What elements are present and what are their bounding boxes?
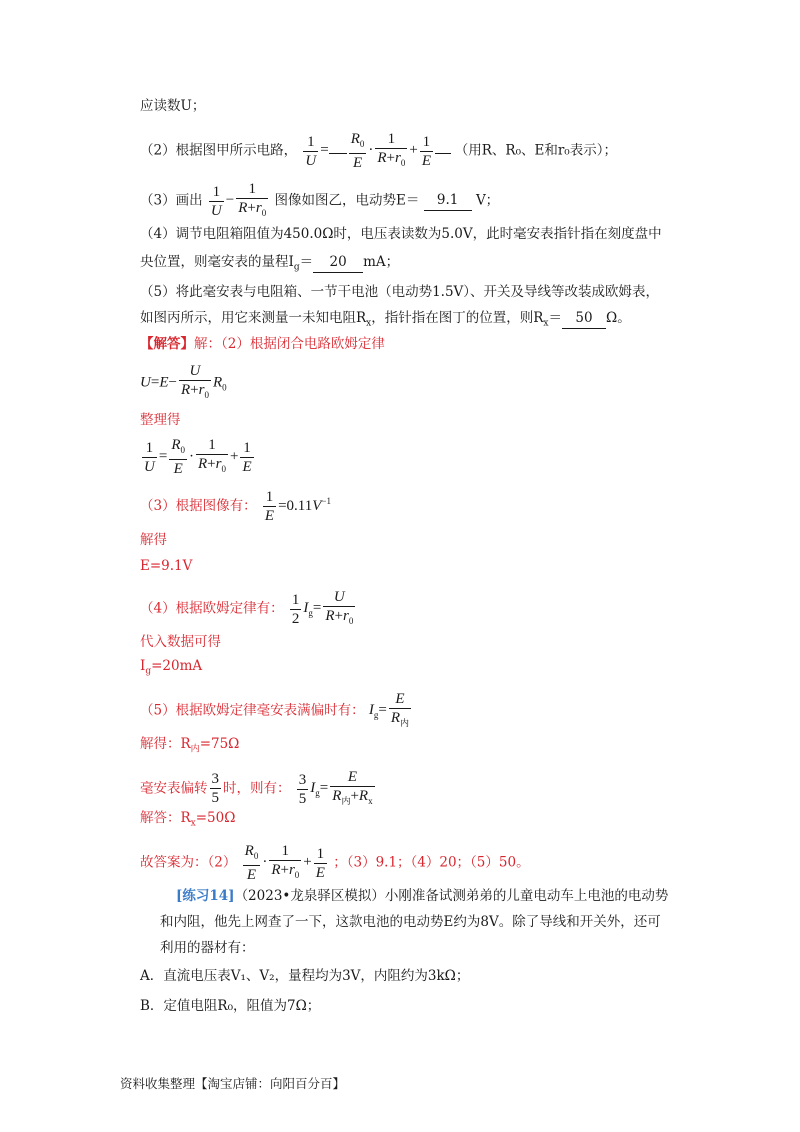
s4-formula: $\frac{1}{2}$ $I_g=$ $\frac{U}{R+r_0}$: [291, 589, 354, 627]
jiede3-val: =50Ω: [195, 810, 236, 826]
pianzhuan: [140, 768, 377, 810]
jiede2-prefix: 解得：R: [140, 736, 191, 752]
jiede2-sub: 内: [190, 744, 200, 755]
solution-5: [140, 690, 413, 732]
s4-text: （4）根据欧姆定律有：: [140, 600, 284, 617]
three-fifths: $\frac{3}{5}$: [211, 771, 219, 807]
q5-unit: Ω。: [606, 310, 631, 326]
E-result: E=9.1V: [140, 558, 193, 574]
pianzhuan-formula: $\frac{3}{5}$ $I_g=$ $\frac{E}{R_内+R_x}$: [298, 769, 373, 807]
q5-eq: ＝: [548, 310, 562, 326]
jiede2-val: =75Ω: [199, 736, 240, 752]
q4-unit: mA；: [363, 254, 400, 270]
jiede-2: [140, 734, 239, 760]
question-5-line-1: （5）将此毫安表与电阻箱、一节干电池（电动势1.5V）、开关及导线等改装成欧姆表，: [140, 284, 660, 300]
q2-formula: $\frac{1}{U}$ = $\frac{R_0}{E}$ · $\frac{1}{R+r_0}$ + $\frac{1}{E}$: [301, 142, 454, 158]
jiede3-prefix: 解答：R: [140, 810, 191, 826]
line-1: 应读数U；: [140, 98, 206, 114]
q3-answer: 9.1: [424, 190, 472, 211]
solution-3: [140, 488, 331, 525]
question-2: [140, 130, 617, 172]
question-4-line-2: 央位置，则毫安表的量程$I_g= 20$ mA；: [140, 254, 400, 273]
exercise-l1: （2023•龙泉驿区模拟）小刚准备试测弟弟的儿童电动车上电池的电动势: [234, 888, 669, 904]
question-5-line-2: 如图丙所示，用它来测量一未知电阻$R_x$，指针指在图丁的位置，则$R_x= 50$ Ω。: [140, 310, 631, 329]
eq-rearranged: $\frac{1}{U}$ = $\frac{R_0}{E}$ · $\frac{1}{R+r_0}$ + $\frac{1}{E}$: [144, 437, 252, 477]
pianzhuan-suffix: 时，则有：: [223, 780, 291, 797]
q3-formula: $\frac{1}{U}$ − $\frac{1}{R+r_0}$: [210, 181, 267, 219]
q5-prefix: 如图丙所示，用它来测量一未知电阻R: [140, 310, 367, 326]
s3-val: =0.11: [278, 497, 313, 514]
q5-answer: 50: [562, 308, 606, 329]
exercise-line-3: 利用的器材有：: [160, 940, 255, 956]
solution-head-text: 解：（2）根据闭合电路欧姆定律: [194, 336, 385, 352]
exercise-tag: [练习14]: [176, 888, 235, 904]
q3-prefix: （3）画出: [140, 192, 203, 209]
Ig-letter: I: [140, 658, 146, 674]
q4-eq: ＝: [299, 254, 314, 270]
final-formula: $\frac{R_0}{E}$ · $\frac{1}{R+r_0}$ + $\frac{1}{E}$: [244, 843, 325, 883]
jiede-1: 解得: [140, 532, 167, 548]
solution-head: [140, 334, 385, 354]
q4-answer: 20: [313, 252, 363, 273]
s5-formula: $I_g=$ $\frac{E}{R_内}$: [368, 691, 410, 728]
final-suffix: ；（3）9.1；（4）20；（5）50。: [333, 854, 530, 871]
jiede-3: 解答：$R_x=50\Omega$: [140, 810, 236, 829]
question-4-line-1: （4）调节电阻箱阻值为450.0Ω时，电压表读数为5.0V，此时毫安表指针指在刻度盘中: [140, 226, 662, 242]
solution-4: [140, 588, 357, 630]
daiaru: 代入数据可得: [140, 634, 221, 650]
option-a: A．直流电压表V₁、V₂，量程均为3V，内阻约为3kΩ；: [140, 968, 470, 984]
q2-suffix: （用R、R₀、E和r₀表示）；: [454, 142, 617, 159]
eq-ohm: U=E− $\frac{U}{R+r_0}$ $R_0$: [140, 363, 227, 400]
q2-prefix: （2）根据图甲所示电路，: [140, 142, 298, 159]
pianzhuan-prefix: 毫安表偏转: [140, 780, 208, 797]
q4-prefix: 央位置，则毫安表的量程I: [140, 254, 294, 270]
s3-text: （3）根据图像有：: [140, 497, 257, 514]
exercise-line-1: [176, 886, 668, 906]
zhengli: 整理得: [140, 412, 181, 428]
s5-text: （5）根据欧姆定律毫安表满偏时有：: [140, 702, 365, 719]
Ig-result: $I_g=20mA$: [140, 658, 203, 677]
q5-mid: ，指针指在图丁的位置，则R: [371, 310, 544, 326]
exercise-line-2: 和内阻，他先上网查了一下，这款电池的电动势E约为8V。除了导线和开关外，还可: [160, 914, 661, 930]
s3-formula: $\frac{1}{E}$ $=0.11V^{-1}$: [264, 489, 331, 524]
question-3: [140, 180, 499, 222]
solution-tag: 【解答】: [140, 336, 194, 352]
q3-unit: V；: [475, 192, 500, 209]
final-prefix: 故答案为：（2）: [140, 854, 237, 871]
q3-mid: 图像如图乙，电动势E＝: [274, 192, 420, 209]
footer: 资料收集整理【淘宝店铺：向阳百分百】: [120, 1076, 346, 1091]
option-b: B．定值电阻R₀，阻值为7Ω；: [140, 998, 321, 1014]
final-answer: [140, 842, 530, 884]
Ig-val: =20mA: [151, 658, 203, 674]
